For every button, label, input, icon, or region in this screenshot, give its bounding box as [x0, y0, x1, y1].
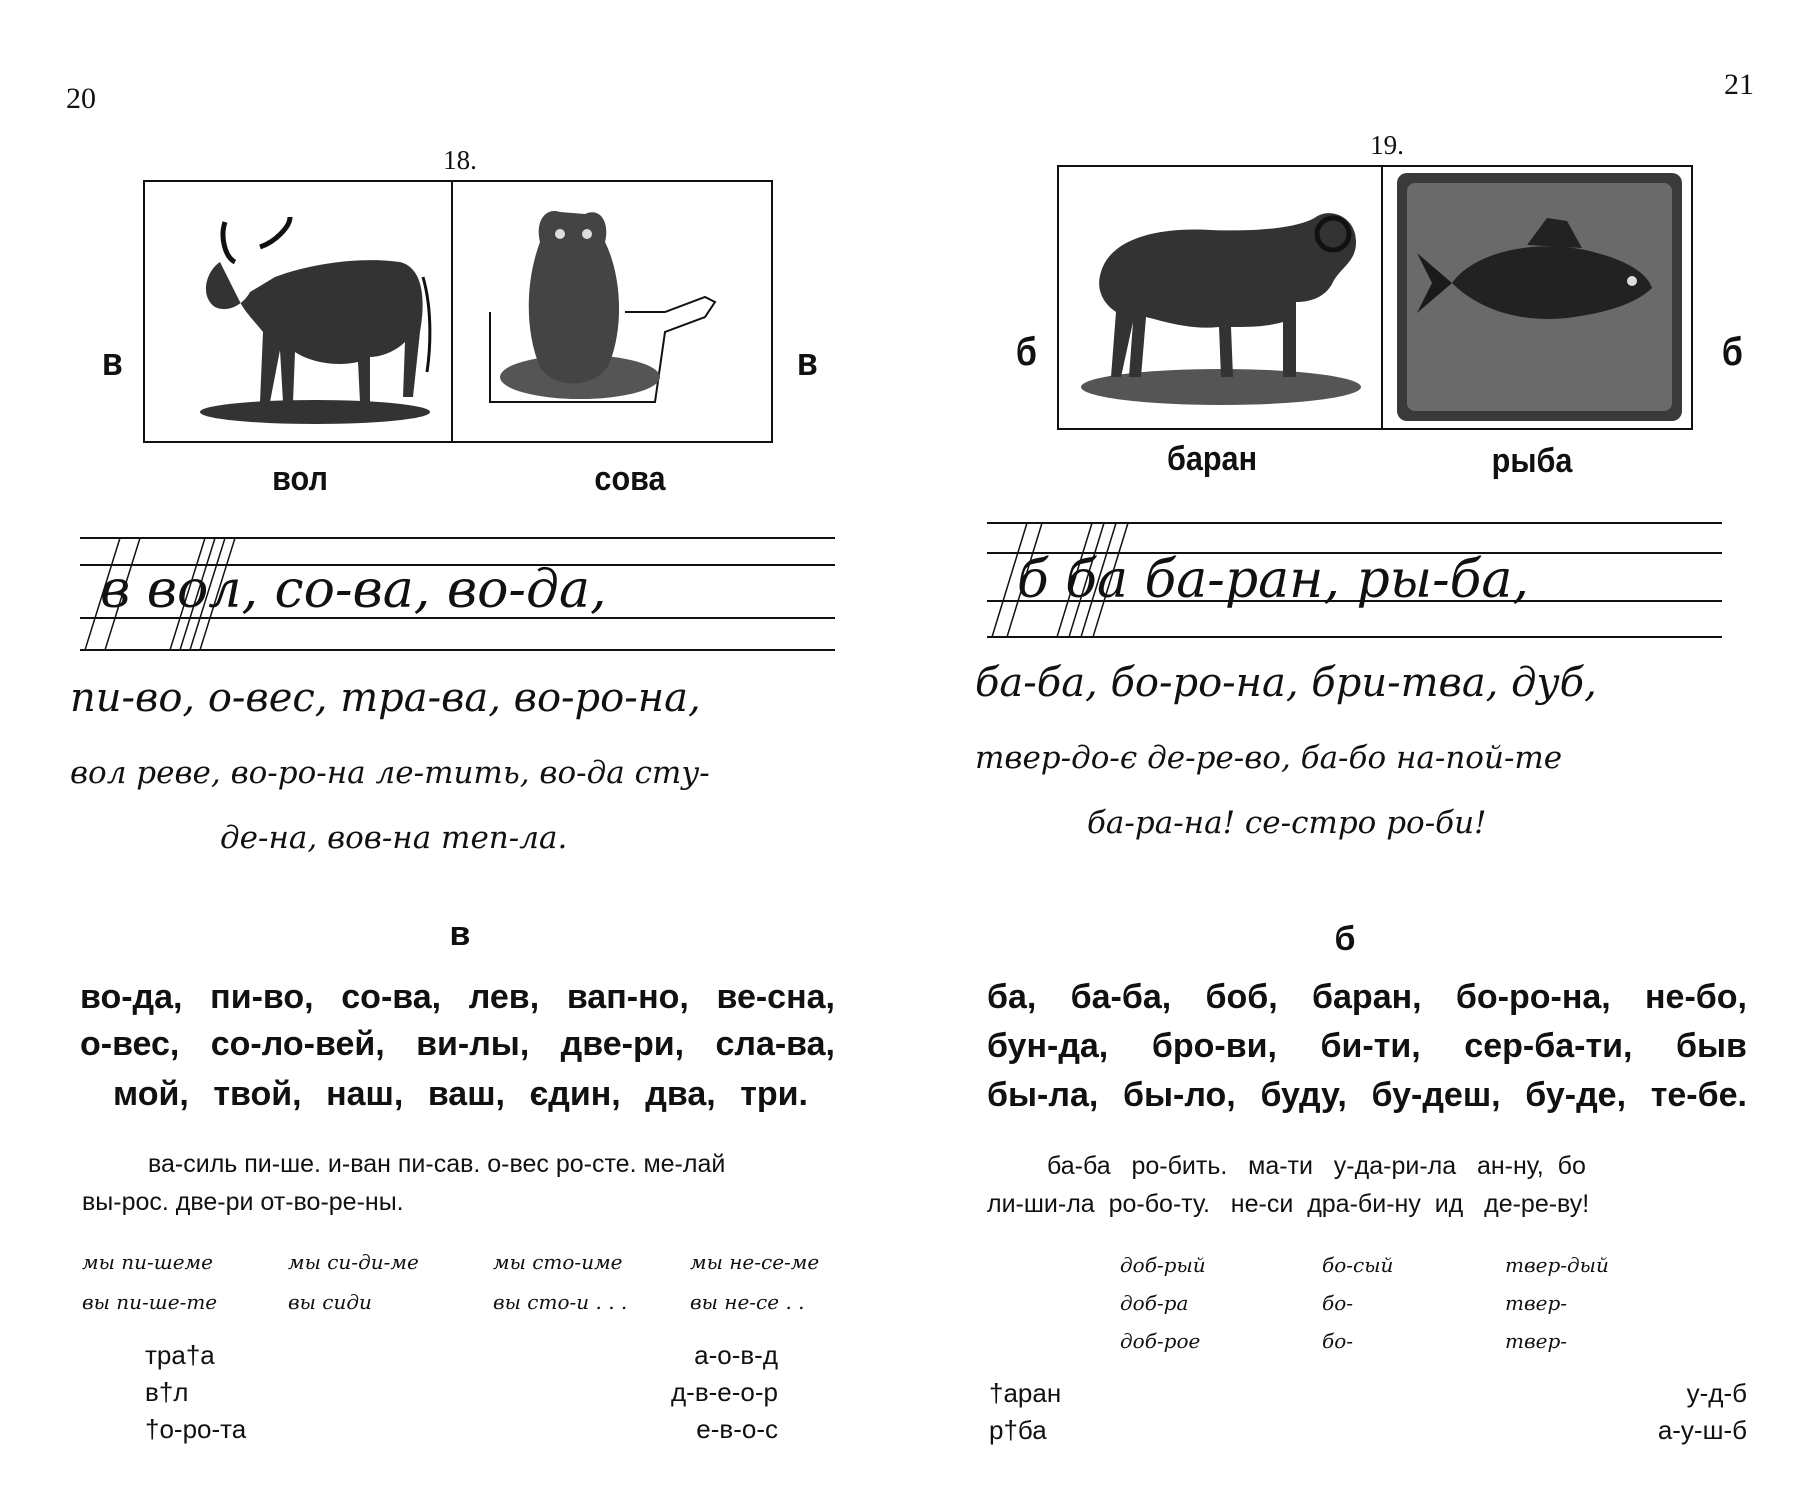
cursive-line-4: ба-ра-на! се-стро ро-би!	[1087, 805, 1487, 841]
side-letter-left: в	[101, 340, 123, 384]
word: три.	[740, 1075, 808, 1113]
side-letter-left: б	[1015, 330, 1037, 374]
bold-word-line	[113, 1075, 808, 1114]
word: бу-деш,	[1371, 1076, 1501, 1114]
illustration-frame	[143, 180, 773, 443]
word: твой,	[213, 1075, 302, 1113]
cursive-line-3: вол реве, во-ро-на ле-тить, во-да сту-	[70, 755, 710, 791]
adjective-form: бо-сый	[1322, 1253, 1394, 1277]
exercise-word: р†ба	[989, 1415, 1047, 1445]
exercise-letters: а-у-ш-б	[1657, 1415, 1747, 1445]
ram-illustration	[1071, 182, 1371, 417]
adjective-form: доб-рое	[1120, 1329, 1201, 1353]
adjective-form: бо-	[1322, 1329, 1354, 1353]
caption-fish: рыба	[1491, 442, 1573, 480]
word: єдин,	[529, 1075, 621, 1113]
paragraph-line-2: вы-рос. две-ри от-во-ре-ны.	[82, 1188, 404, 1216]
word: мой,	[113, 1075, 189, 1113]
word: наш,	[326, 1075, 404, 1113]
adjective-form: бо-	[1322, 1291, 1354, 1315]
caption-owl: сова	[594, 460, 666, 498]
word: со-ло-вей,	[210, 1025, 385, 1063]
word: бро-ви,	[1151, 1027, 1277, 1065]
word: ве-сна,	[716, 978, 835, 1016]
exercise-word: †аран	[989, 1378, 1062, 1408]
conjugation: вы не-се . .	[690, 1290, 805, 1314]
word: сер-ба-ти,	[1464, 1027, 1633, 1065]
page-number: 21	[1724, 68, 1754, 101]
word: лев,	[468, 978, 540, 1016]
paragraph-line-1: ба-ба ро-бить. ма-ти у-да-ри-ла ан-ну, бо	[1047, 1152, 1586, 1180]
word: бы-ла,	[987, 1076, 1099, 1114]
word: бун-да,	[987, 1027, 1109, 1065]
conjugation: вы сто-и . . .	[493, 1290, 628, 1314]
word: бо-ро-на,	[1455, 978, 1611, 1016]
adjective-form: твер-	[1505, 1329, 1568, 1353]
cursive-line-2: пи-во, о-вес, тра-ва, во-ро-на,	[70, 675, 701, 721]
illustration-frame	[1057, 165, 1693, 430]
exercise-word: в†л	[145, 1377, 189, 1407]
cursive-line-2: ба-ба, бо-ро-на, бри-тва, дуб,	[975, 660, 1597, 706]
section-letter: б	[1334, 920, 1356, 958]
word: ви-лы,	[416, 1025, 530, 1063]
word: во-да,	[80, 978, 183, 1016]
bold-word-line	[987, 1076, 1747, 1115]
frame-divider	[451, 182, 453, 441]
word: би-ти,	[1320, 1027, 1421, 1065]
exercise-word: †о-ро-та	[145, 1414, 247, 1444]
word: бу-де,	[1525, 1076, 1627, 1114]
word: сла-ва,	[715, 1025, 835, 1063]
exercise-letters: а-о-в-д	[694, 1340, 778, 1370]
cursive-line-4: де-на, вов-на теп-ла.	[220, 820, 568, 856]
lesson-number: 18.	[443, 145, 477, 175]
exercise-letters: е-в-о-с	[696, 1414, 778, 1444]
word: ба-ба,	[1070, 978, 1172, 1016]
adjective-form: твер-	[1505, 1291, 1568, 1315]
caption-ram: баран	[1166, 440, 1258, 478]
word: вап-но,	[566, 978, 689, 1016]
paragraph-line-2: ли-ши-ла ро-бо-ту. не-си дра-би-ну ид де-ре-ву!	[987, 1190, 1590, 1218]
paragraph-line-1: ва-силь пи-ше. и-ван пи-сав. о-вес ро-сте. ме-лай	[148, 1150, 726, 1178]
word: быв	[1676, 1027, 1747, 1065]
adjective-form: доб-рый	[1120, 1253, 1206, 1277]
bold-word-line	[80, 1025, 835, 1064]
bold-word-line	[80, 978, 835, 1017]
owl-illustration	[465, 202, 755, 427]
side-letter-right: б	[1721, 330, 1743, 374]
word: те-бе.	[1650, 1076, 1747, 1114]
conjugation: вы пи-ше-те	[82, 1290, 218, 1314]
adjective-form: доб-ра	[1120, 1291, 1189, 1315]
bold-word-line	[987, 1027, 1747, 1066]
exercise-letters: д-в-е-о-р	[671, 1377, 778, 1407]
cursive-line-3: твер-до-є де-ре-во, ба-бо на-пой-те	[975, 740, 1563, 776]
conjugation: мы си-ди-ме	[288, 1250, 419, 1274]
word: со-ва,	[341, 978, 442, 1016]
conjugation: мы сто-име	[493, 1250, 623, 1274]
frame-divider	[1381, 167, 1383, 428]
word: боб,	[1205, 978, 1278, 1016]
fish-illustration	[1397, 173, 1682, 421]
caption-ox: вол	[272, 460, 328, 498]
cursive-line-1: б ба ба-ран, ры-ба,	[1017, 550, 1529, 610]
conjugation: мы пи-шеме	[82, 1250, 213, 1274]
right-page	[907, 0, 1814, 1500]
word: бы-ло,	[1123, 1076, 1236, 1114]
word: баран,	[1312, 978, 1422, 1016]
word: о-вес,	[80, 1025, 180, 1063]
adjective-form: твер-дый	[1505, 1253, 1609, 1277]
bold-word-line	[987, 978, 1747, 1017]
cursive-line-1: в вол, со-ва, во-да,	[100, 560, 607, 620]
lesson-number: 19.	[1370, 130, 1404, 160]
conjugation: вы сиди	[288, 1290, 372, 1314]
page-number: 20	[66, 82, 96, 115]
word: ваш,	[427, 1075, 505, 1113]
word: пи-во,	[210, 978, 314, 1016]
exercise-letters: у-д-б	[1686, 1378, 1747, 1408]
word: две-ри,	[560, 1025, 685, 1063]
section-letter: в	[449, 915, 471, 953]
side-letter-right: в	[796, 340, 818, 384]
word: не-бо,	[1645, 978, 1747, 1016]
word: буду,	[1260, 1076, 1347, 1114]
exercise-word: тра†а	[145, 1340, 215, 1370]
word: ба,	[987, 978, 1037, 1016]
conjugation: мы не-се-ме	[690, 1250, 820, 1274]
ox-illustration	[165, 202, 435, 427]
word: два,	[645, 1075, 716, 1113]
